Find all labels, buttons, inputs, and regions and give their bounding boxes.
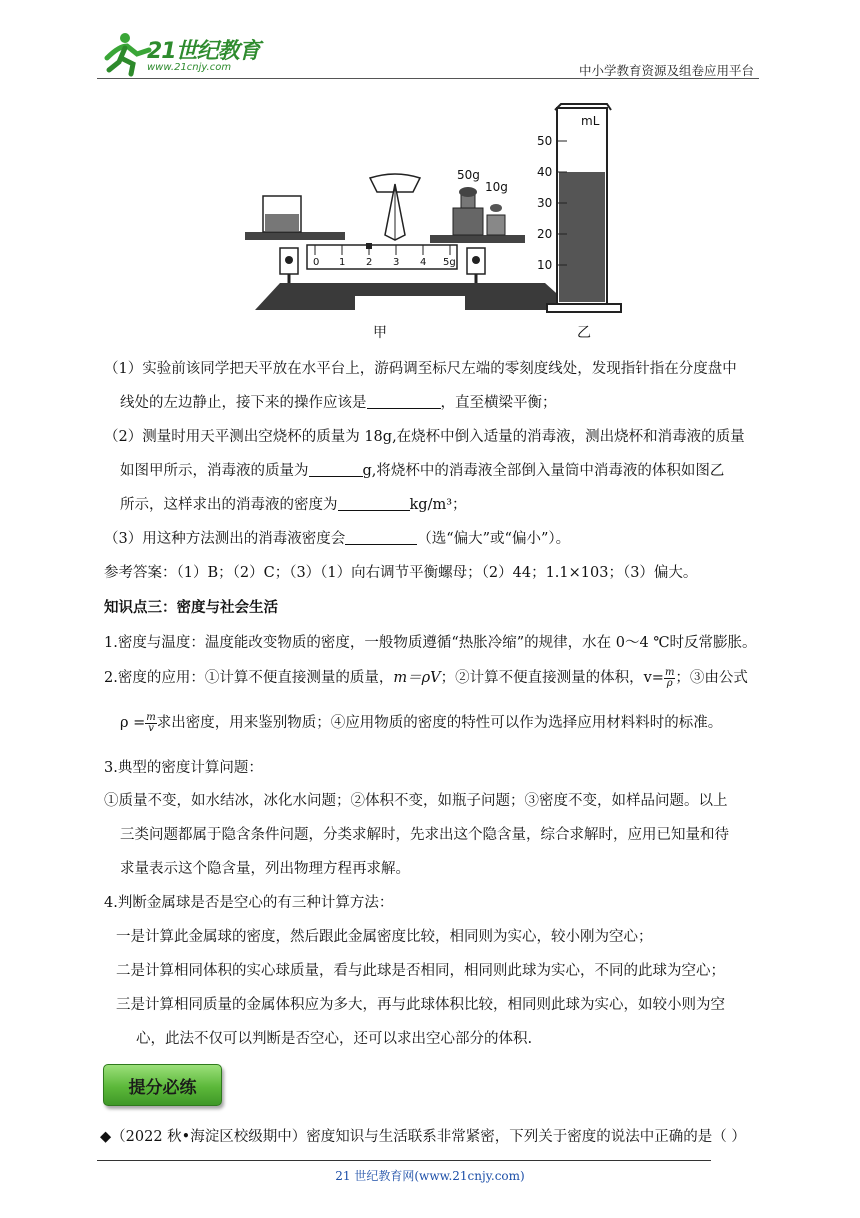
header-right-text: 中小学教育资源及组卷应用平台 xyxy=(578,63,754,78)
figure-label-jia: 甲 xyxy=(373,325,387,341)
para-2-line-2 xyxy=(120,711,722,734)
cylinder-tick-20: 20 xyxy=(537,227,553,241)
question-3-text-end: （选“偏大”或“偏小”）。 xyxy=(417,531,571,547)
para-4-d: 心，此法不仅可以判断是否空心，还可以求出空心部分的体积. xyxy=(136,1031,533,1047)
cylinder-tick-10: 10 xyxy=(537,258,553,272)
question-3-line xyxy=(104,527,570,548)
ruler-tick-5: 5g xyxy=(443,257,456,268)
question-1-line-1: （1）实验前该同学把天平放在水平台上，游码调至标尺左端的零刻度线处，发现指针指在分度盘中 xyxy=(104,361,737,377)
figure-label-yi: 乙 xyxy=(577,325,591,341)
para-2-text-c: ；③由公式 xyxy=(675,670,748,686)
para-4-b: 二是计算相同体积的实心球质量，看与此球是否相同，相同则此球为实心，不同的此球为空心； xyxy=(116,963,725,979)
question-2-density-text: 所示，这样求出的消毒液的密度为 xyxy=(120,497,338,513)
reference-answer: 参考答案：（1）B；（2）C；（3）（1）向右调节平衡螺母；（2）44；1.1×103；（3）偏大。 xyxy=(104,565,698,581)
weight-10g-label: 10g xyxy=(485,180,508,194)
para-3-b: 三类问题都属于隐含条件问题，分类求解时，先求出这个隐含量，综合求解时，应用已知量和待 xyxy=(120,827,729,843)
logo-url: www.21cnjy.com xyxy=(147,62,232,73)
fraction-denominator: ρ xyxy=(666,677,673,689)
section-title: 知识点三：密度与社会生活 xyxy=(104,599,278,616)
balance-scale-icon xyxy=(235,100,635,340)
fraction-denominator: v xyxy=(148,722,154,734)
figure-balance-cylinder xyxy=(235,100,635,340)
question-1-line-2 xyxy=(120,391,557,412)
practice-question: ◆（2022 秋•海淀区校级期中）密度知识与生活联系非常紧密，下列关于密度的说法中正确的是（ ） xyxy=(100,1129,746,1145)
question-1-text: 线处的左边静止，接下来的操作应该是 xyxy=(120,395,367,411)
question-2-text-end: g,将烧杯中的消毒液全部倒入量筒中消毒液的体积如图乙 xyxy=(362,463,725,479)
para-2-text-b: ；②计算不便直接测量的体积，v= xyxy=(440,670,664,686)
header-divider xyxy=(97,78,759,79)
para-3: 3.典型的密度计算问题： xyxy=(104,760,263,776)
para-2-text: 2.密度的应用：①计算不便直接测量的质量， xyxy=(104,670,394,686)
answer-blank[interactable] xyxy=(345,530,417,545)
cylinder-tick-30: 30 xyxy=(537,196,553,210)
ruler-tick-0: 0 xyxy=(313,257,320,268)
para-1: 1.密度与温度：温度能改变物质的密度，一般物质遵循“热胀冷缩”的规律，水在 0～4 ℃时反常膨胀。 xyxy=(104,635,757,651)
formula-mass: m＝ρV xyxy=(393,670,441,686)
question-3-text: （3）用这种方法测出的消毒液密度会 xyxy=(104,531,346,547)
answer-blank[interactable] xyxy=(367,394,441,409)
formula-density-fraction xyxy=(145,713,156,734)
para-2-line-1 xyxy=(104,666,748,689)
weight-50g-label: 50g xyxy=(457,168,480,182)
ruler-tick-4: 4 xyxy=(420,257,427,268)
question-2-line-3 xyxy=(120,493,467,514)
ruler-tick-2: 2 xyxy=(366,257,373,268)
footer-text: 21 世纪教育网(www.21cnjy.com) xyxy=(335,1169,525,1183)
answer-blank[interactable] xyxy=(309,462,363,477)
formula-volume-fraction xyxy=(664,668,675,689)
para-3-c: 求量表示这个隐含量，列出物理方程再求解。 xyxy=(120,861,410,877)
density-unit: kg/m³； xyxy=(409,497,467,513)
cylinder-tick-50: 50 xyxy=(537,134,553,148)
site-logo xyxy=(97,28,267,78)
question-2-text: 如图甲所示，消毒液的质量为 xyxy=(120,463,309,479)
ruler-tick-3: 3 xyxy=(393,257,400,268)
question-2-line-1: （2）测量时用天平测出空烧杯的质量为 18g,在烧杯中倒入适量的消毒液，测出烧杯和消毒液的质量 xyxy=(104,429,745,445)
fraction-numerator: m xyxy=(146,711,156,723)
footer-divider xyxy=(97,1160,711,1161)
cylinder-tick-40: 40 xyxy=(537,165,553,179)
para-4-a: 一是计算此金属球的密度，然后跟此金属密度比较，相同则为实心，较小刚为空心； xyxy=(116,929,653,945)
formula-density-prefix: ρ = xyxy=(120,715,146,731)
fraction-numerator: m xyxy=(664,666,675,678)
practice-badge: 提分必练 xyxy=(103,1064,222,1106)
para-4: 4.判断金属球是否是空心的有三种计算方法： xyxy=(104,895,394,911)
para-3-a: ①质量不变，如水结冰，冰化水问题；②体积不变，如瓶子问题；③密度不变，如样品问题。以上 xyxy=(104,793,728,809)
question-1-text-end: ，直至横梁平衡； xyxy=(440,395,557,411)
para-2-text-d: 求出密度，用来鉴别物质；④应用物质的密度的特性可以作为选择应用材料料时的标准。 xyxy=(156,715,723,731)
para-4-c: 三是计算相同质量的金属体积应为多大，再与此球体积比较，相同则此球为实心，如较小则为空 xyxy=(116,997,725,1013)
answer-blank[interactable] xyxy=(338,496,410,511)
question-2-line-2 xyxy=(120,459,724,480)
cylinder-unit-label: mL xyxy=(581,114,600,128)
ruler-tick-1: 1 xyxy=(339,257,346,268)
logo-text: 21世纪教育 xyxy=(147,39,260,64)
